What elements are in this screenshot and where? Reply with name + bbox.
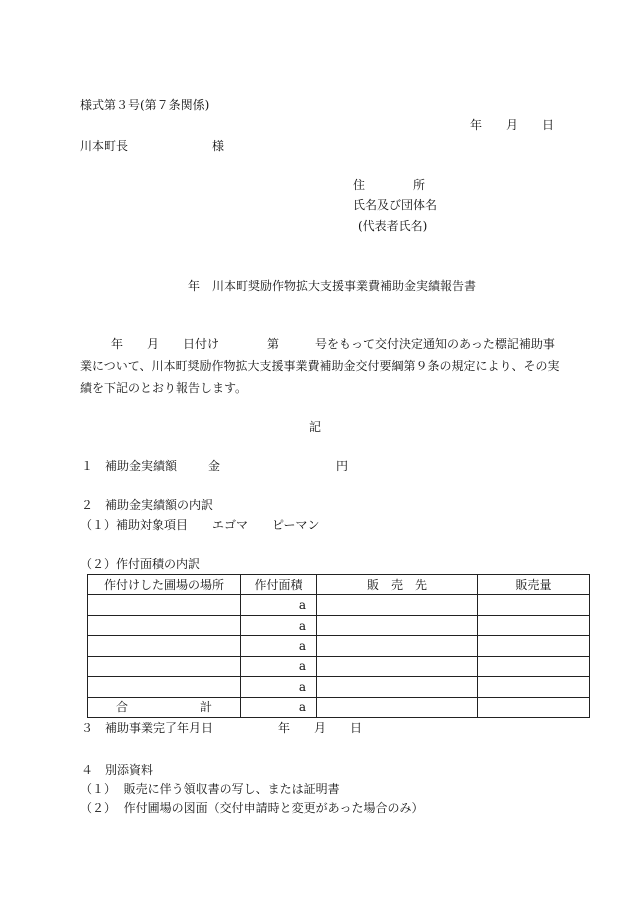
- total-amount[interactable]: [478, 697, 590, 717]
- addressee: 川本町長 様: [80, 139, 225, 153]
- cell-amount[interactable]: [478, 615, 590, 635]
- cell-buyer[interactable]: [317, 615, 478, 635]
- body-line-3: 績を下記のとおり報告します。: [80, 381, 248, 395]
- cell-place[interactable]: [88, 615, 241, 635]
- document-title: 年 川本町奨励作物拡大支援事業費補助金実績報告書: [188, 279, 477, 293]
- representative-label: (代表者氏名): [358, 219, 428, 233]
- cell-buyer[interactable]: [317, 595, 478, 615]
- section1-yen: 円: [336, 459, 349, 473]
- section1-kin: 金: [208, 459, 221, 473]
- cell-area-unit: a: [241, 636, 317, 656]
- header-amount: 販売量: [478, 575, 590, 595]
- name-label: 氏名及び団体名: [353, 198, 438, 212]
- section3-date: 年 月 日: [278, 721, 363, 735]
- cell-buyer[interactable]: [317, 636, 478, 656]
- table-total-row: [88, 697, 590, 717]
- section1-label: １ 補助金実績額: [81, 459, 178, 473]
- total-buyer[interactable]: [317, 697, 478, 717]
- form-number: 様式第３号(第７条関係): [80, 98, 210, 112]
- table-row: [88, 656, 590, 676]
- date-line: 年 月 日: [470, 118, 555, 132]
- section4-item2: （２） 作付圃場の図面（交付申請時と変更があった場合のみ）: [80, 801, 424, 815]
- cell-area-unit: a: [241, 677, 317, 697]
- section2-sub1: （１）補助対象項目 エゴマ ピーマン: [80, 518, 320, 532]
- table-row: [88, 677, 590, 697]
- cell-place[interactable]: [88, 636, 241, 656]
- ki-heading: 記: [309, 420, 322, 434]
- table-row: [88, 615, 590, 635]
- table-row: [88, 636, 590, 656]
- section2-label: ２ 補助金実績額の内訳: [81, 498, 214, 512]
- address-label: 住 所: [353, 178, 426, 192]
- section4-label: ４ 別添資料: [81, 763, 154, 777]
- cell-amount[interactable]: [478, 677, 590, 697]
- section3-label: ３ 補助事業完了年月日: [81, 721, 214, 735]
- body-line-1: 年 月 日付け 第 号をもって交付決定通知のあった標記補助事: [99, 337, 555, 351]
- total-label-left: 合: [116, 700, 129, 715]
- header-area: 作付面積: [241, 575, 317, 595]
- body-line-2: 業について、川本町奨励作物拡大支援事業費補助金交付要綱第９条の規定により、その実: [80, 359, 560, 373]
- cell-amount[interactable]: [478, 595, 590, 615]
- header-buyer: 販 売 先: [317, 575, 478, 595]
- total-area-unit: a: [241, 697, 317, 717]
- planting-area-table: [87, 574, 590, 718]
- table-header-row: [88, 575, 590, 595]
- cell-area-unit: a: [241, 595, 317, 615]
- cell-place[interactable]: [88, 677, 241, 697]
- total-label-right: 計: [200, 700, 213, 715]
- cell-place[interactable]: [88, 595, 241, 615]
- cell-place[interactable]: [88, 656, 241, 676]
- cell-amount[interactable]: [478, 656, 590, 676]
- cell-amount[interactable]: [478, 636, 590, 656]
- table-row: [88, 595, 590, 615]
- cell-area-unit: a: [241, 615, 317, 635]
- cell-area-unit: a: [241, 656, 317, 676]
- total-label-cell: [88, 697, 241, 717]
- cell-buyer[interactable]: [317, 677, 478, 697]
- section4-item1: （１） 販売に伴う領収書の写し、または証明書: [80, 782, 340, 796]
- header-place: 作付けした圃場の場所: [88, 575, 241, 595]
- section2-sub2: （２）作付面積の内訳: [80, 557, 201, 571]
- cell-buyer[interactable]: [317, 656, 478, 676]
